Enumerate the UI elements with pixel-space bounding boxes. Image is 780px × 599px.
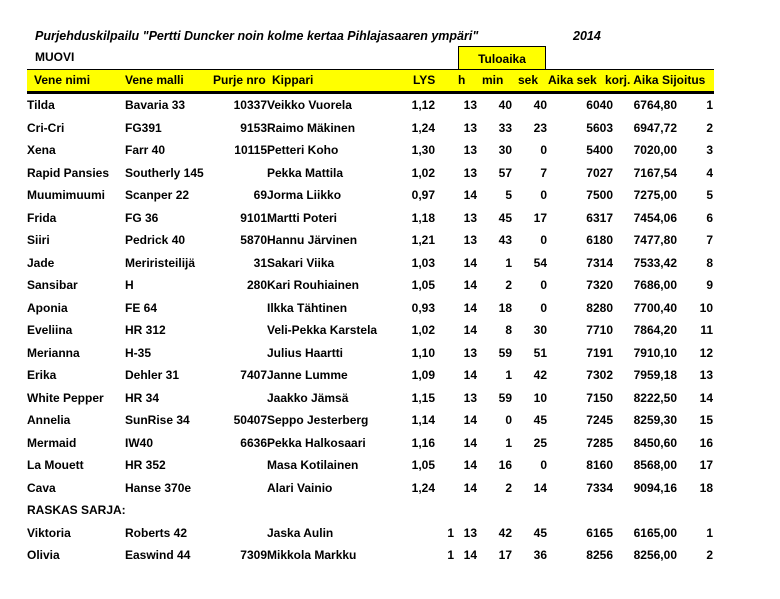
cell-lys: 1,05 (411, 278, 435, 293)
cell-malli: Southerly 145 (125, 165, 204, 180)
table-row (27, 139, 713, 162)
cell-h: 14 (463, 188, 477, 203)
table-row (27, 162, 713, 185)
cell-purje (210, 477, 267, 500)
cell-min: 59 (498, 390, 512, 405)
cell-h: 13 (463, 210, 477, 225)
cell-sek: 36 (533, 548, 547, 563)
cell-aika: 8160 (586, 458, 613, 473)
cell-nimi: Viktoria (27, 525, 71, 540)
cell-sijoitus: 8 (706, 255, 713, 270)
cell-sek: 0 (540, 278, 547, 293)
cell-purje: 10115 (234, 143, 267, 158)
cell-min: 5 (505, 188, 512, 203)
cell-purje: 50407 (233, 413, 267, 428)
cell-purje (210, 342, 267, 365)
cell-h: 13 (463, 233, 477, 248)
column-header-h: h (458, 73, 466, 87)
cell-kippari: Pekka Halkosaari (267, 435, 366, 450)
cell-lys: 1,18 (411, 210, 435, 225)
cell-nimi: Jade (27, 255, 55, 270)
cell-lys (405, 522, 454, 545)
cell-min: 33 (498, 120, 512, 135)
cell-malli: HR 34 (125, 390, 160, 405)
cell-malli: Dehler 31 (125, 368, 180, 383)
cell-sek: 54 (533, 255, 547, 270)
cell-min: 59 (498, 345, 512, 360)
cell-kippari: Ilkka Tähtinen (267, 300, 348, 315)
cell-h: 13 (463, 390, 477, 405)
cell-sek: 7 (540, 165, 547, 180)
cell-min: 43 (498, 233, 512, 248)
cell-korj: 7477,80 (633, 233, 677, 248)
cell-kippari: Janne Lumme (267, 368, 348, 383)
cell-kippari: Jaska Aulin (267, 525, 334, 540)
cell-kippari: Martti Poteri (267, 210, 338, 225)
cell-purje: 280 (246, 278, 267, 293)
cell-kippari: Seppo Jesterberg (267, 413, 369, 428)
table-row (27, 432, 713, 455)
cell-aika: 5603 (586, 120, 613, 135)
cell-aika: 7150 (586, 390, 613, 405)
cell-korj: 6947,72 (633, 120, 677, 135)
cell-malli: FG391 (125, 120, 162, 135)
column-header-lys: LYS (413, 73, 436, 87)
cell-nimi: Mermaid (27, 435, 77, 450)
cell-min: 2 (505, 278, 512, 293)
cell-aika: 7285 (586, 435, 613, 450)
cell-malli: IW40 (125, 435, 154, 450)
cell-aika: 6040 (586, 98, 613, 113)
cell-kippari: Veli-Pekka Karstela (267, 323, 378, 338)
column-header-sek: sek (518, 73, 539, 87)
column-header-kippari: Kippari (272, 73, 314, 87)
cell-min: 30 (498, 143, 512, 158)
cell-aika: 6165 (586, 525, 613, 540)
table-row (27, 94, 713, 117)
cell-min: 45 (498, 210, 512, 225)
cell-nimi: Frida (27, 210, 57, 225)
cell-korj: 6165,00 (633, 525, 677, 540)
table-row (27, 454, 713, 477)
cell-sek: 10 (533, 390, 547, 405)
column-header-vene-malli: Vene malli (125, 73, 184, 87)
cell-min: 17 (498, 548, 512, 563)
cell-korj: 7959,18 (633, 368, 677, 383)
cell-purje (210, 522, 267, 545)
cell-sek: 45 (533, 413, 547, 428)
cell-min: 16 (498, 458, 512, 473)
cell-aika: 7334 (586, 480, 613, 495)
tuloaika-header-box (458, 46, 546, 70)
cell-sek: 45 (533, 525, 547, 540)
cell-aika: 7027 (586, 165, 613, 180)
cell-malli: HR 312 (125, 323, 166, 338)
cell-sijoitus: 5 (706, 188, 713, 203)
table-row (27, 184, 713, 207)
cell-kippari: Masa Kotilainen (267, 458, 359, 473)
cell-lys: 1,12 (411, 98, 435, 113)
cell-korj: 7686,00 (633, 278, 677, 293)
results-table (27, 94, 713, 567)
cell-h: 14 (463, 480, 477, 495)
cell-korj: 7700,40 (633, 300, 677, 315)
cell-aika: 7302 (586, 368, 613, 383)
cell-min: 0 (505, 413, 512, 428)
cell-korj: 7167,54 (633, 165, 677, 180)
cell-nimi: Annelia (27, 413, 71, 428)
cell-nimi: Erika (27, 368, 57, 383)
cell-h: 13 (463, 120, 477, 135)
cell-purje: 31 (253, 255, 267, 270)
cell-kippari: Veikko Vuorela (267, 98, 352, 113)
cell-lys: 1,03 (411, 255, 435, 270)
cell-lys: 1,24 (411, 480, 435, 495)
cell-nimi: White Pepper (27, 390, 104, 405)
cell-malli: Pedrick 40 (125, 233, 186, 248)
cell-purje: 7407 (240, 368, 267, 383)
cell-korj: 7533,42 (633, 255, 677, 270)
cell-sijoitus: 6 (706, 210, 713, 225)
cell-sek: 0 (540, 233, 547, 248)
cell-min: 57 (498, 165, 512, 180)
cell-min: 42 (498, 525, 512, 540)
section-label-raskas: RASKAS SARJA: (27, 503, 126, 518)
cell-lys: 1,14 (411, 413, 435, 428)
cell-malli: H-35 (125, 345, 152, 360)
cell-min: 2 (505, 480, 512, 495)
table-row (27, 229, 713, 252)
cell-aika: 6180 (586, 233, 613, 248)
cell-lys: 1,16 (411, 435, 435, 450)
cell-nimi: Eveliina (27, 323, 73, 338)
cell-sijoitus: 1 (706, 98, 713, 113)
cell-kippari: Alari Vainio (267, 480, 333, 495)
cell-sek: 14 (533, 480, 547, 495)
cell-sek: 40 (533, 98, 547, 113)
cell-sek: 0 (540, 143, 547, 158)
cell-purje: 69 (253, 188, 267, 203)
year-label: 2014 (573, 29, 601, 43)
cell-kippari: Pekka Mattila (267, 165, 344, 180)
column-header-korj-aika: korj. Aika (605, 73, 659, 87)
cell-sek: 0 (540, 458, 547, 473)
cell-h: 14 (463, 548, 477, 563)
column-header-purje-nro: Purje nro (213, 73, 266, 87)
cell-lys: 1,24 (411, 120, 435, 135)
cell-sek: 23 (533, 120, 547, 135)
cell-nimi: Rapid Pansies (27, 165, 110, 180)
cell-sek: 0 (540, 300, 547, 315)
cell-lys (405, 544, 454, 567)
cell-kippari: Sakari Viika (267, 255, 335, 270)
cell-malli: SunRise 34 (125, 413, 190, 428)
cell-malli: FE 64 (125, 300, 158, 315)
cell-aika: 8256 (586, 548, 613, 563)
cell-lys: 0,97 (411, 188, 435, 203)
cell-sek: 30 (533, 323, 547, 338)
cell-h: 14 (463, 278, 477, 293)
cell-nimi: Siiri (27, 233, 50, 248)
cell-korj: 8256,00 (633, 548, 677, 563)
cell-korj: 8259,30 (633, 413, 677, 428)
cell-lys: 1,10 (411, 345, 435, 360)
cell-korj: 9094,16 (633, 480, 677, 495)
cell-nimi: Xena (27, 143, 56, 158)
cell-lys: 0,93 (411, 300, 435, 315)
table-row (27, 409, 713, 432)
cell-h: 14 (463, 368, 477, 383)
cell-malli: Scanper 22 (125, 188, 190, 203)
cell-sek: 0 (540, 188, 547, 203)
page-title: Purjehduskilpailu "Pertti Duncker noin kolme kertaa Pihlajasaaren ympäri" (35, 29, 479, 43)
cell-malli: Farr 40 (125, 143, 166, 158)
table-row (27, 522, 713, 545)
cell-purje: 9153 (240, 120, 267, 135)
cell-min: 40 (498, 98, 512, 113)
cell-korj: 7864,20 (633, 323, 677, 338)
cell-purje (210, 162, 267, 185)
cell-lys-value: 1 (447, 525, 454, 540)
cell-purje: 9101 (240, 210, 267, 225)
cell-nimi: Olivia (27, 548, 60, 563)
cell-malli: H (125, 278, 134, 293)
cell-lys: 1,30 (411, 143, 435, 158)
cell-min: 1 (505, 435, 512, 450)
cell-sijoitus: 10 (699, 300, 713, 315)
column-header-vene-nimi: Vene nimi (34, 73, 91, 87)
cell-kippari: Kari Rouhiainen (267, 278, 360, 293)
cell-sijoitus: 15 (699, 413, 713, 428)
cell-purje: 10337 (233, 98, 267, 113)
cell-sijoitus: 11 (700, 323, 713, 338)
table-header-row (27, 69, 714, 94)
cell-sijoitus: 2 (706, 548, 713, 563)
cell-korj: 7275,00 (633, 188, 677, 203)
section-label-muovi: MUOVI (35, 50, 75, 64)
cell-nimi: Sansibar (27, 278, 78, 293)
cell-h: 14 (463, 323, 477, 338)
cell-min: 18 (498, 300, 512, 315)
column-header-min: min (482, 73, 504, 87)
table-row (27, 387, 713, 410)
cell-h: 14 (463, 413, 477, 428)
cell-sijoitus: 2 (706, 120, 713, 135)
cell-nimi: Cava (27, 480, 56, 495)
table-row (27, 477, 713, 500)
table-row (27, 274, 713, 297)
cell-korj: 8222,50 (633, 390, 677, 405)
cell-aika: 8280 (586, 300, 613, 315)
table-row (27, 297, 713, 320)
cell-sek: 51 (533, 345, 547, 360)
cell-lys: 1,02 (411, 165, 435, 180)
cell-kippari: Hannu Järvinen (267, 233, 358, 248)
cell-lys: 1,02 (411, 323, 435, 338)
cell-kippari: Jaakko Jämsä (267, 390, 349, 405)
cell-malli: HR 352 (125, 458, 166, 473)
tuloaika-label: Tuloaika (478, 51, 526, 66)
cell-min: 1 (505, 368, 512, 383)
cell-aika: 6317 (586, 210, 613, 225)
cell-sek: 25 (533, 435, 547, 450)
cell-lys-value: 1 (447, 548, 454, 563)
cell-sijoitus: 1 (706, 525, 713, 540)
cell-malli: Hanse 370e (125, 480, 192, 495)
cell-kippari: Raimo Mäkinen (267, 120, 356, 135)
cell-sijoitus: 3 (706, 143, 713, 158)
cell-h: 13 (463, 98, 477, 113)
cell-sijoitus: 12 (699, 345, 713, 360)
cell-korj: 8568,00 (633, 458, 677, 473)
cell-kippari: Petteri Koho (267, 143, 339, 158)
cell-kippari: Julius Haartti (267, 345, 344, 360)
cell-sijoitus: 4 (706, 165, 713, 180)
cell-aika: 7314 (586, 255, 613, 270)
cell-sijoitus: 9 (706, 278, 713, 293)
cell-h: 13 (463, 345, 477, 360)
cell-h: 14 (463, 435, 477, 450)
cell-korj: 7020,00 (633, 143, 677, 158)
cell-h: 14 (463, 458, 477, 473)
cell-min: 8 (505, 323, 512, 338)
cell-purje (210, 297, 267, 320)
cell-nimi: Cri-Cri (27, 120, 65, 135)
cell-h: 13 (463, 525, 477, 540)
cell-kippari: Jorma Liikko (267, 188, 342, 203)
cell-purje: 5870 (240, 233, 267, 248)
cell-korj: 6764,80 (633, 98, 677, 113)
cell-sek: 17 (533, 210, 547, 225)
table-row (27, 252, 713, 275)
cell-aika: 7245 (586, 413, 613, 428)
cell-kippari: Mikkola Markku (267, 548, 357, 563)
cell-aika: 7500 (586, 188, 613, 203)
table-row (27, 207, 713, 230)
cell-purje: 7309 (240, 548, 267, 563)
cell-sijoitus: 7 (706, 233, 713, 248)
cell-purje (210, 387, 267, 410)
cell-purje (210, 319, 267, 342)
cell-aika: 5400 (586, 143, 613, 158)
cell-aika: 7710 (586, 323, 613, 338)
cell-nimi: Merianna (27, 345, 80, 360)
cell-lys: 1,21 (411, 233, 435, 248)
cell-malli: Meriristeilijä (125, 255, 196, 270)
cell-korj: 8450,60 (633, 435, 677, 450)
cell-aika: 7320 (586, 278, 613, 293)
cell-sijoitus: 17 (699, 458, 713, 473)
cell-h: 14 (463, 255, 477, 270)
cell-lys: 1,09 (411, 368, 435, 383)
cell-nimi: Aponia (27, 300, 68, 315)
cell-malli: Roberts 42 (125, 525, 188, 540)
cell-lys: 1,15 (411, 390, 435, 405)
cell-lys: 1,05 (411, 458, 435, 473)
table-row (27, 342, 713, 365)
cell-nimi: Tilda (27, 98, 55, 113)
cell-nimi: Muumimuumi (27, 188, 105, 203)
table-row (27, 544, 713, 567)
table-row (27, 319, 713, 342)
cell-korj: 7910,10 (633, 345, 677, 360)
cell-h: 13 (463, 143, 477, 158)
cell-malli: FG 36 (125, 210, 159, 225)
cell-malli: Bavaria 33 (125, 98, 186, 113)
cell-sek: 42 (533, 368, 547, 383)
cell-korj: 7454,06 (633, 210, 677, 225)
cell-sijoitus: 18 (699, 480, 713, 495)
cell-purje (210, 454, 267, 477)
cell-min: 1 (505, 255, 512, 270)
cell-sijoitus: 13 (699, 368, 713, 383)
column-header-sijoitus: Sijoitus (662, 73, 706, 87)
table-row (27, 117, 713, 140)
section-row-raskas (27, 499, 713, 522)
cell-sijoitus: 16 (699, 435, 713, 450)
cell-aika: 7191 (586, 345, 613, 360)
cell-h: 14 (463, 300, 477, 315)
cell-sijoitus: 14 (699, 390, 713, 405)
cell-purje: 6636 (240, 435, 267, 450)
cell-h: 13 (463, 165, 477, 180)
cell-nimi: La Mouett (27, 458, 84, 473)
column-header-aika-sek: Aika sek (548, 73, 597, 87)
table-row (27, 364, 713, 387)
cell-malli: Easwind 44 (125, 548, 191, 563)
